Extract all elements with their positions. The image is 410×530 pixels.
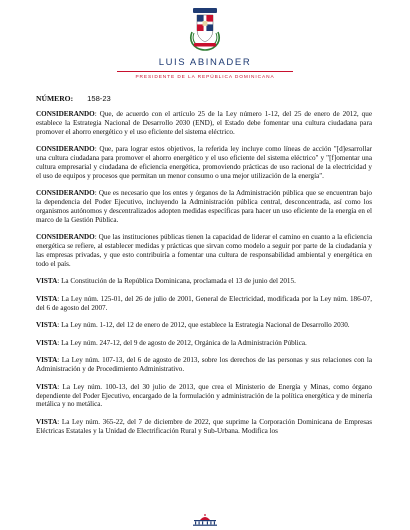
paragraph-keyword: VISTA (36, 321, 58, 330)
paragraph-considerando (36, 110, 372, 136)
paragraph-keyword: CONSIDERANDO (36, 145, 95, 154)
paragraph-vista (36, 277, 372, 286)
paragraph-keyword: VISTA (36, 338, 58, 347)
paragraph-text: : La Ley núm. 125-01, del 26 de julio de 2001, General de Electricidad, modificada por la Ley núm. 186-07, del 6 de agosto del 2007. (36, 294, 372, 312)
decree-number (36, 94, 111, 103)
paragraph-text: : La Constitución de la República Dominicana, proclamada el 13 de junio del 2015. (57, 277, 296, 286)
paragraph-text: : La Ley núm. 107-13, del 6 de agosto de 2013, sobre los derechos de las personas y sus relaciones con la Administración y de Procedimiento Administrativo. (36, 356, 372, 374)
paragraph-considerando (36, 233, 372, 268)
coat-of-arms-icon (185, 6, 225, 52)
paragraph-text: : La Ley núm. 247-12, del 9 de agosto de 2012, Orgánica de la Administración Pública. (57, 338, 307, 347)
paragraph-vista (36, 383, 372, 409)
paragraph-keyword: VISTA (36, 277, 58, 286)
paragraph-vista (36, 321, 372, 330)
paragraph-vista (36, 418, 372, 436)
paragraph-keyword: CONSIDERANDO (36, 189, 95, 198)
palace-icon (191, 514, 219, 526)
paragraph-text: : La Ley núm. 100-13, del 30 julio de 2013, que crea el Ministerio de Energía y Minas, como órgano dependiente del Poder Ejecutivo, encargado de la formulación y administración de la política energética y de minería metálica y no metálica. (36, 382, 372, 409)
paragraph-keyword: VISTA (36, 356, 58, 365)
paragraph-text: : Que las instituciones públicas tienen la capacidad de liderar el camino en cuanto a la eficiencia energética se refiere, al establecer medidas y prácticas que sirvan como modelo a seguir por parte de la ciudadanía y las empresas privadas, y que esto contribuiría a fomentar una cultura de responsabilidad ambiental y energética en todo el país. (36, 233, 372, 268)
paragraph-vista (36, 356, 372, 374)
paragraph-considerando (36, 145, 372, 180)
paragraph-text: : Que, para lograr estos objetivos, la referida ley incluye como líneas de acción "[d]esarrollar una cultura ciudadana para promover el ahorro energético y el uso eficiente del sistema eléctrico" y "[f]omentar una cultura empresarial y ciudadana de eficiencia energética, promoviendo prácticas de uso racional de la electricidad y el uso de equipos y procesos que permitan un menor consumo o una mejor utilización de la energía". (36, 145, 372, 180)
letterhead (0, 6, 410, 80)
paragraph-keyword: VISTA (36, 382, 58, 391)
decree-number-value: 158-23 (87, 94, 111, 103)
paragraph-considerando (36, 189, 372, 224)
paragraph-text: : Que es necesario que los entes y órganos de la Administración pública que se encuentran bajo la dependencia del Poder Ejecutivo, incluyendo la Administración pública central, desconcentrada, así como los organismos autónomos y descentralizados adopten medidas específicas para hacer un uso eficiente de la energía en el marco de la Gestión Pública. (36, 189, 372, 224)
paragraph-text: : Que, de acuerdo con el artículo 25 de la Ley número 1-12, del 25 de enero de 2012, que establece la Estrategia Nacional de Desarrollo 2030 (END), el Estado debe fomentar una cultura ciudadana para promover el ahorro energético y el uso eficiente del sistema eléctrico. (36, 110, 372, 136)
paragraph-keyword: VISTA (36, 417, 58, 426)
president-title: PRESIDENTE DE LA REPÚBLICA DOMINICANA (135, 75, 275, 80)
president-name: LUIS ABINADER (158, 57, 252, 68)
paragraph-keyword: VISTA (36, 294, 58, 303)
paragraph-vista (36, 295, 372, 313)
header-divider (117, 71, 293, 72)
paragraph-keyword: CONSIDERANDO (36, 110, 95, 118)
paragraph-vista (36, 339, 372, 348)
paragraph-keyword: CONSIDERANDO (36, 233, 95, 242)
document-body (36, 110, 372, 444)
decree-number-label: NÚMERO: (36, 94, 74, 103)
paragraph-text: : La Ley núm. 1-12, del 12 de enero de 2012, que establece la Estrategia Nacional de Desarrollo 2030. (57, 321, 350, 330)
paragraph-text: : La Ley núm. 365-22, del 7 de diciembre de 2022, que suprime la Corporación Dominicana de Empresas Eléctricas Estatales y la Unidad de Electrificación Rural y Sub-Urbana. Modifica los (36, 417, 372, 435)
